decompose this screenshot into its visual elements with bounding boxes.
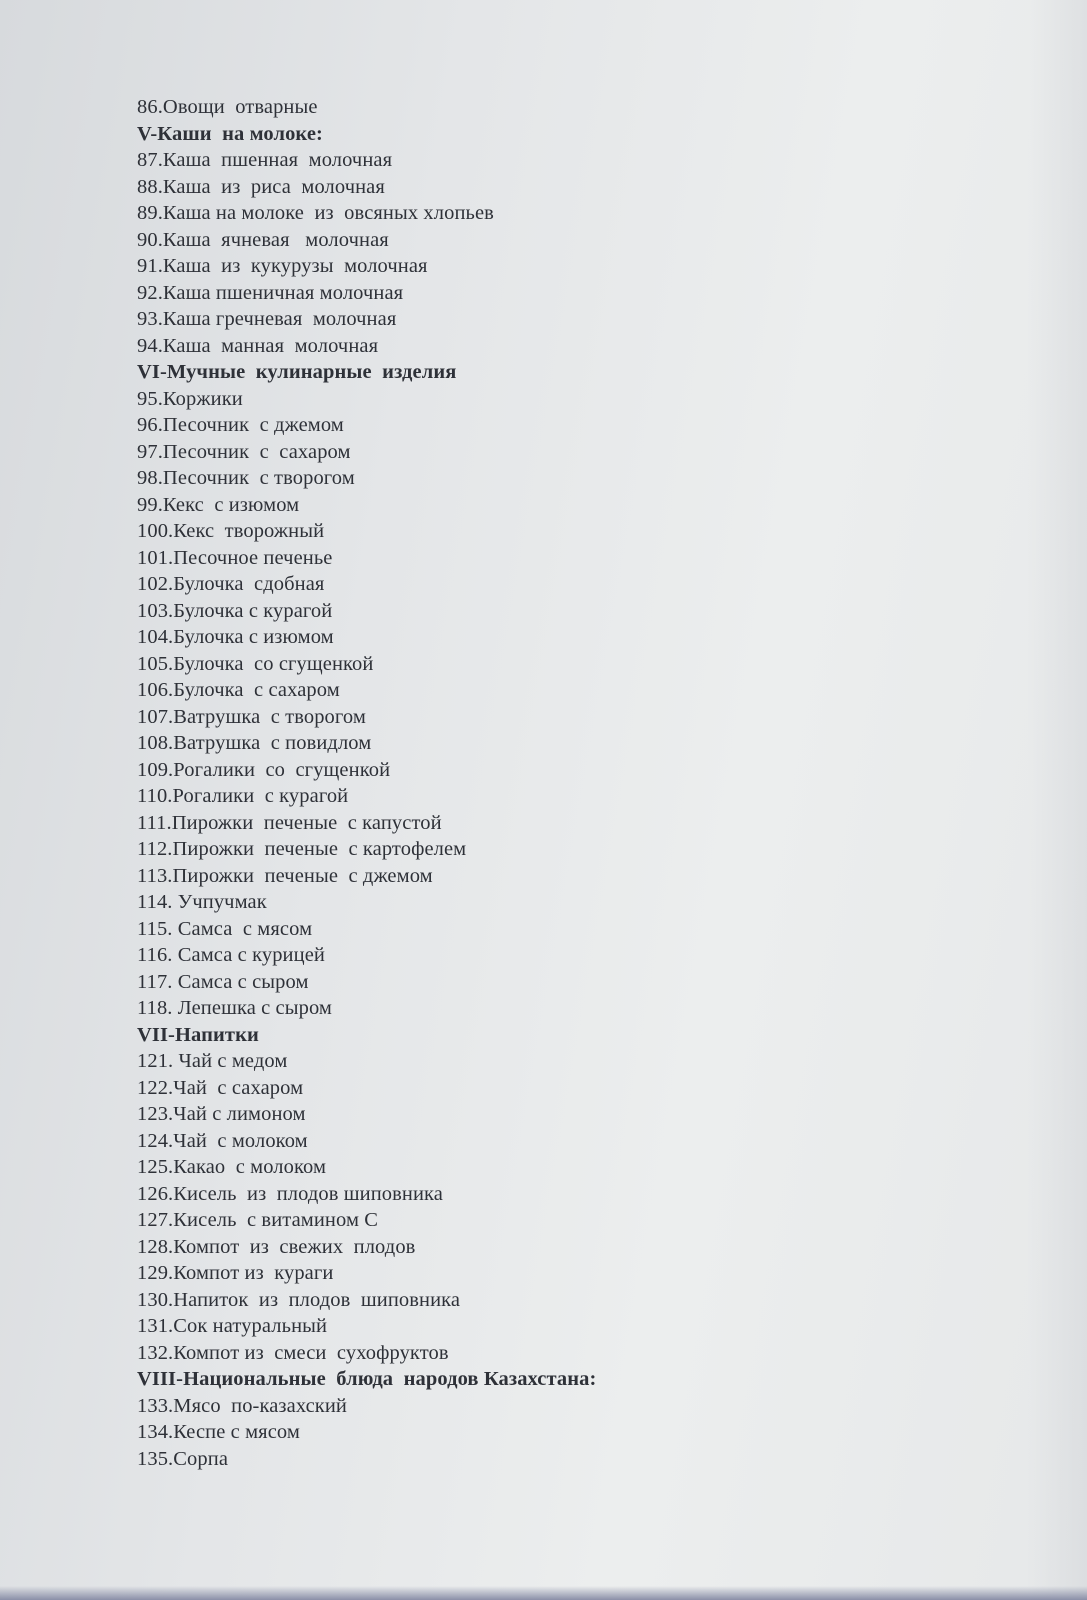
list-item: 116. Самса с курицей: [137, 944, 325, 966]
list-item: 98.Песочник с творогом: [137, 467, 355, 489]
list-item: 113.Пирожки печеные с джемом: [137, 864, 433, 887]
list-item: 117. Самса с сыром: [137, 970, 309, 993]
list-item: 86.Овощи отварные: [137, 96, 318, 118]
list-item: 114. Учпучмак: [137, 891, 267, 913]
list-item: 94.Каша манная молочная: [137, 334, 379, 357]
list-item: 104.Булочка с изюмом: [137, 626, 334, 648]
list-item: 107.Ватрушка с творогом: [137, 705, 366, 728]
section-heading: V-Каши на молоке:: [137, 122, 323, 145]
list-item: 127.Кисель с витамином С: [137, 1209, 379, 1231]
list-item: 91.Каша из кукурузы молочная: [137, 255, 428, 277]
list-item: 109.Рогалики со сгущенкой: [137, 758, 391, 781]
list-item: 93.Каша гречневая молочная: [137, 308, 397, 330]
list-item: 106.Булочка с сахаром: [137, 679, 340, 701]
list-item: 97.Песочник с сахаром: [137, 440, 351, 463]
list-item: 134.Кеспе с мясом: [137, 1421, 300, 1443]
list-item: 105.Булочка со сгущенкой: [137, 652, 374, 675]
list-item: 129.Компот из кураги: [137, 1262, 334, 1284]
list-item: 89.Каша на молоке из овсяных хлопьев: [137, 202, 494, 224]
list-item: 111.Пирожки печеные с капустой: [137, 811, 442, 834]
list-item: 130.Напиток из плодов шиповника: [137, 1288, 461, 1311]
list-item: 96.Песочник с джемом: [137, 414, 344, 436]
list-item: 115. Самса с мясом: [137, 917, 313, 940]
list-item: 128.Компот из свежих плодов: [137, 1235, 416, 1258]
section-heading: VIII-Национальные блюда народов Казахстана:: [137, 1368, 597, 1390]
list-item: 121. Чай с медом: [137, 1050, 288, 1072]
list-item: 118. Лепешка с сыром: [137, 997, 333, 1019]
section-heading: VI-Мучные кулинарные изделия: [137, 361, 457, 383]
list-item: 133.Мясо по-казахский: [137, 1394, 347, 1417]
list-item: 122.Чай с сахаром: [137, 1076, 304, 1099]
list-item: 112.Пирожки печеные с картофелем: [137, 838, 467, 860]
list-item: 108.Ватрушка с повидлом: [137, 732, 372, 754]
list-item: 92.Каша пшеничная молочная: [137, 281, 404, 304]
list-item: 88.Каша из риса молочная: [137, 175, 385, 198]
list-item: 100.Кекс творожный: [137, 520, 325, 542]
list-item: 99.Кекс с изюмом: [137, 493, 300, 516]
page-bottom-edge: [0, 1586, 1087, 1600]
list-item: 103.Булочка с курагой: [137, 599, 333, 622]
list-item: 123.Чай с лимоном: [137, 1103, 306, 1125]
list-item: 101.Песочное печенье: [137, 546, 333, 569]
list-item: 102.Булочка сдобная: [137, 573, 325, 595]
list-item: 132.Компот из смеси сухофруктов: [137, 1341, 449, 1364]
list-item: 135.Сорпа: [137, 1447, 229, 1470]
list-item: 125.Какао с молоком: [137, 1156, 327, 1178]
section-heading: VII-Напитки: [137, 1023, 259, 1046]
menu-list: [137, 94, 1037, 1472]
list-item: 95.Коржики: [137, 387, 243, 410]
list-item: 90.Каша ячневая молочная: [137, 228, 389, 251]
list-item: 87.Каша пшенная молочная: [137, 149, 393, 171]
list-item: 131.Сок натуральный: [137, 1315, 328, 1337]
list-item: 124.Чай с молоком: [137, 1129, 308, 1152]
list-item: 126.Кисель из плодов шиповника: [137, 1182, 444, 1205]
list-item: 110.Рогалики с курагой: [137, 785, 349, 807]
